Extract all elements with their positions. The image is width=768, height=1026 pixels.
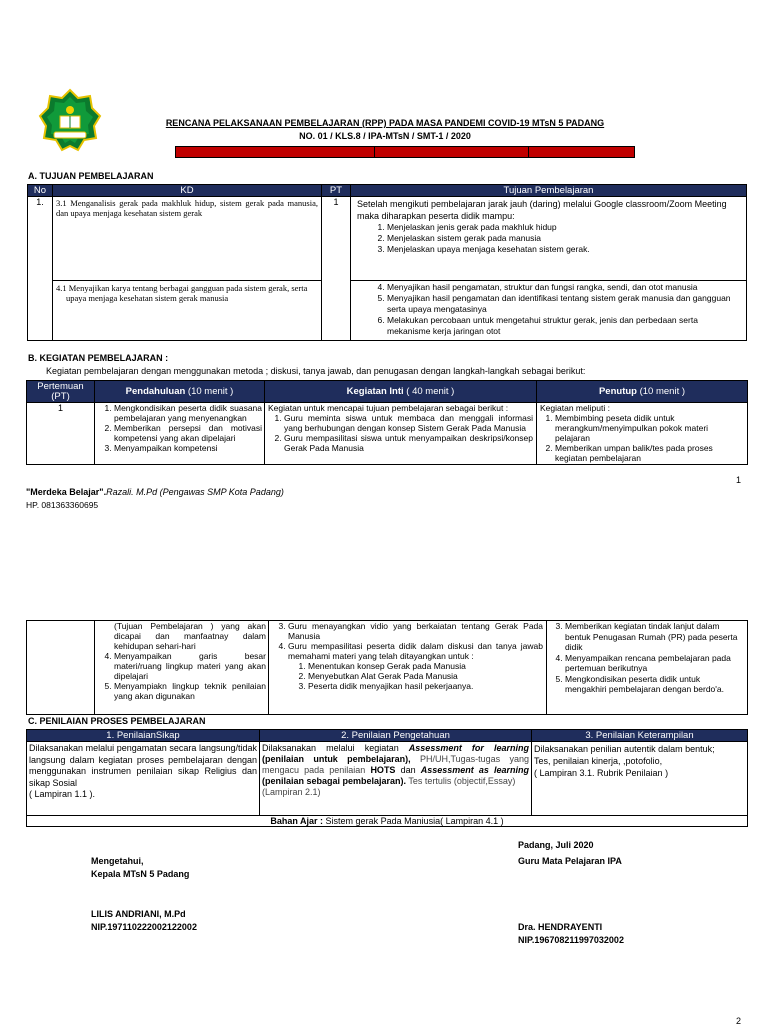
list-item: 2. Menyebutkan Alat Gerak Pada Manusia: [308, 671, 543, 681]
list-item: 2. Menjelaskan sistem gerak pada manusia: [387, 233, 740, 244]
inti-sub-list: [272, 661, 543, 691]
list-item: 3. Guru menayangkan vidio yang berkaiatan tentang Gerak Pada Manusia: [288, 621, 543, 641]
col-kd: KD: [53, 185, 322, 197]
list-item: 1. Mengkondisikan peserta didik suasana pembelajaran yang menyenangkan: [114, 403, 262, 423]
list-item: 1. Guru meminta siswa untuk membaca dan menggali informasi yang berhubungan dengan konsep Sistem Gerak Pada Manusia: [284, 413, 533, 433]
footer-hp: HP. 081363360695: [26, 500, 99, 510]
peng-lampiran: (Lampiran 2.1): [262, 787, 321, 797]
col-pen-label: Penutup: [598, 386, 637, 397]
list-item: 2. Memberikan persepsi dan motivasi kompetensi yang akan dipelajari: [114, 423, 262, 443]
peng-afl-desc: (penilaian untuk pembelajaran),: [262, 754, 411, 764]
col-inti-label: Kegiatan Inti: [346, 386, 404, 397]
name-right: Dra. HENDRAYENTI: [518, 922, 603, 932]
page-title: RENCANA PELAKSANAAN PEMBELAJARAN (RPP) PADA MASA PANDEMI COVID-19 MTsN 5 PADANG: [165, 118, 605, 128]
tujuan-list-1: [357, 222, 740, 255]
footer-bold: "Merdeka Belajar".: [26, 487, 107, 497]
row-pt-empty: [27, 621, 95, 715]
sikap-text: Dilaksanakan melalui pengamatan secara langsung/tidak langsung dalam kegiatan proses pembelajaran dengan menggunakan instrumen penilaian sikap Religius dan sikap Sosial: [29, 743, 257, 788]
section-b-heading: B. KEGIATAN PEMBELAJARAN :: [28, 353, 169, 363]
ket-line-3: ( Lampiran 3.1. Rubrik Penilaian ): [534, 768, 669, 778]
list-item: 5. Menyampiakn lingkup teknik penilaian yang akan digunakan: [114, 681, 266, 701]
col-pengetahuan: 2. Penilaian Pengetahuan: [260, 730, 532, 742]
sikap-cell: [27, 742, 260, 816]
list-item: 3. Menjelaskan upaya menjaga kesehatan sistem gerak.: [387, 244, 740, 255]
inti-cell: [265, 403, 537, 465]
peng-afl: Assessment for learning: [408, 743, 529, 753]
kemenag-logo-icon: [38, 88, 102, 154]
inti-cell-cont: [269, 621, 547, 715]
inti-list-cont: [272, 621, 543, 661]
section-b-intro: Kegiatan pembelajaran dengan menggunakan metoda ; diskusi, tanya jawab, dan penugasan dengan langkah-langkah sebagai berikut:: [46, 366, 586, 376]
col-sikap: 1. PenilaianSikap: [27, 730, 260, 742]
list-item: 4. Menyampaikan garis besar materi/ruang lingkup materi yang akan dipelajari: [114, 651, 266, 681]
pen-list: [540, 413, 744, 463]
list-item: 3. Peserta didik menyajikan hasil pekerjaanya.: [308, 681, 543, 691]
ket-line-2: Tes, penilaian kinerja, ,potofolio,: [534, 756, 663, 766]
col-pen-time: (10 menit ): [636, 386, 686, 397]
footer-credit: [26, 487, 284, 497]
kd-1: 3.1 Menganalisis gerak pada makhluk hidup, sistem gerak pada manusia, dan upaya menjaga kesehatan sistem gerak: [53, 197, 322, 281]
bahan-ajar-text: Sistem gerak Pada Maniusia( Lampiran 4.1 ): [323, 816, 504, 826]
section-a-heading: A. TUJUAN PEMBELAJARAN: [28, 171, 154, 181]
inti-intro: Kegiatan untuk mencapai tujuan pembelajaran sebagai berikut :: [268, 403, 509, 413]
role-left: Kepala MTsN 5 Padang: [91, 869, 190, 879]
col-keterampilan: 3. Penilaian Keterampilan: [532, 730, 748, 742]
peng-ph: PH/UH,Tugas-tugas yang mengacu pada penilaian: [262, 754, 529, 775]
col-pend-time: (10 menit ): [185, 386, 234, 397]
bahan-ajar: [27, 816, 748, 827]
tujuan-cell-2: [351, 281, 747, 341]
red-bar: [175, 146, 635, 158]
col-pendahuluan: [95, 381, 265, 403]
kegiatan-table-continued: [26, 620, 748, 715]
list-item: 2. Guru mempasilitasi siswa untuk menyampaikan deskripsi/konsep Gerak Pada Manusia: [284, 433, 533, 453]
list-item: 5. Mengkondisikan peserta didik untuk mengakhiri pembelajaran dengan berdo'a.: [565, 674, 744, 695]
peng-hots: HOTS: [370, 765, 396, 775]
inti-list: [268, 413, 533, 453]
keterampilan-cell: [532, 742, 748, 816]
pen-cell-cont: [547, 621, 748, 715]
role-right: Guru Mata Pelajaran IPA: [518, 856, 622, 866]
pend-list: [97, 403, 262, 453]
mengetahui: Mengetahui,: [91, 856, 144, 866]
page-subtitle: NO. 01 / KLS.8 / IPA-MTsN / SMT-1 / 2020: [299, 131, 471, 141]
tujuan-table: [27, 184, 747, 341]
peng-text: Dilaksanakan melalui kegiatan: [262, 743, 409, 753]
pen-cell: [537, 403, 748, 465]
pend-cont-text: (Tujuan Pembelajaran ) yang akan dicapai dan manfaatnay dalam kehidupan sehari-hari: [114, 621, 266, 651]
tujuan-list-2: [357, 282, 740, 337]
peng-aal-desc: (penilaian sebagai pembelajaran).: [262, 776, 407, 786]
list-item: 4. Guru mempasilitasi peserta didik dalam diskusi dan tanya jawab memahami materi yang telah ditayangkan untuk :: [288, 641, 543, 661]
col-penutup: [537, 381, 748, 403]
nip-left: NIP.197110222002122002: [91, 922, 197, 932]
row-no: 1.: [28, 197, 53, 341]
list-item: 5. Menyajikan hasil pengamatan dan identifikasi tentang sistem gerak manusia dan gangguan serta upaya mengatasinya: [387, 293, 740, 315]
list-item: 4. Menyampaikan rencana pembelajaran pada pertemuan berikutnya: [565, 653, 744, 674]
list-item: 2. Memberikan umpan balik/tes pada proses kegiatan pembelajaran: [555, 443, 744, 463]
pen-list-cont: [550, 621, 744, 695]
red-bar-divider: [374, 147, 375, 157]
peng-tes: Tes tertulis (objectif,Essay): [406, 776, 516, 786]
list-item: 3. Menyampaikan kompetensi: [114, 443, 262, 453]
col-tujuan: Tujuan Pembelajaran: [351, 185, 747, 197]
penilaian-table: [26, 729, 748, 827]
col-inti-time: ( 40 menit ): [403, 386, 455, 397]
kd-2-text: 4.1 Menyajikan karya tentang berbagai gangguan pada sistem gerak, serta upaya menjaga kesehatan sistem gerak manusia: [56, 283, 308, 303]
list-item: 1. Membimbing peseta didik untuk merangkum/menyimpulkan pokok materi pelajaran: [555, 413, 744, 443]
peng-aal: Assessment as learning: [420, 765, 529, 775]
section-c-heading: C. PENILAIAN PROSES PEMBELAJARAN: [28, 716, 206, 726]
tujuan-intro: Setelah mengikuti pembelajaran jarak jauh (daring) melalui Google classroom/Zoom Meeting maka diharapkan peserta didik mampu:: [357, 199, 727, 221]
sikap-lampiran: ( Lampiran 1.1 ).: [29, 789, 96, 799]
kd-2: [53, 281, 322, 341]
col-no: No: [28, 185, 53, 197]
place-date: Padang, Juli 2020: [518, 840, 594, 850]
pen-intro: Kegiatan meliputi :: [540, 403, 610, 413]
page-number-2: 2: [736, 1016, 742, 1026]
list-item: 3. Memberikan kegiatan tindak lanjut dalam bentuk Penugasan Rumah (PR) pada peserta didik: [565, 621, 744, 653]
pend-list-cont: [97, 651, 266, 701]
col-pend-label: Pendahuluan: [125, 386, 186, 397]
bahan-ajar-label: Bahan Ajar :: [270, 816, 324, 826]
red-bar-divider: [528, 147, 529, 157]
list-item: 4. Menyajikan hasil pengamatan, struktur dan fungsi rangka, sendi, dan otot manusia: [387, 282, 740, 293]
row-pt: 1: [27, 403, 95, 465]
tujuan-cell-1: [351, 197, 747, 281]
ket-line-1: Dilaksanakan penilian autentik dalam bentuk;: [534, 744, 715, 754]
pengetahuan-cell: [260, 742, 532, 816]
name-left: LILIS ANDRIANI, M.Pd: [91, 909, 186, 919]
pend-cell: [95, 403, 265, 465]
page-number: 1: [736, 475, 742, 485]
list-item: 6. Melakukan percobaan untuk mengetahui struktur gerak, jenis dan perbedaan serta mekanisme kerja jaringan otot: [387, 315, 740, 337]
nip-right: NIP.196708211997032002: [518, 935, 624, 945]
list-item: 1. Menentukan konsep Gerak pada Manusia: [308, 661, 543, 671]
col-inti: [265, 381, 537, 403]
col-pertemuan: Pertemuan (PT): [27, 381, 95, 403]
row-pt: 1: [322, 197, 351, 341]
pend-cell-cont: [95, 621, 269, 715]
footer-italic: Razali. M.Pd (Pengawas SMP Kota Padang): [106, 487, 284, 497]
peng-dan: dan: [395, 765, 421, 775]
list-item: 1. Menjelaskan jenis gerak pada makhluk hidup: [387, 222, 740, 233]
kegiatan-table: [26, 380, 748, 465]
col-pt: PT: [322, 185, 351, 197]
